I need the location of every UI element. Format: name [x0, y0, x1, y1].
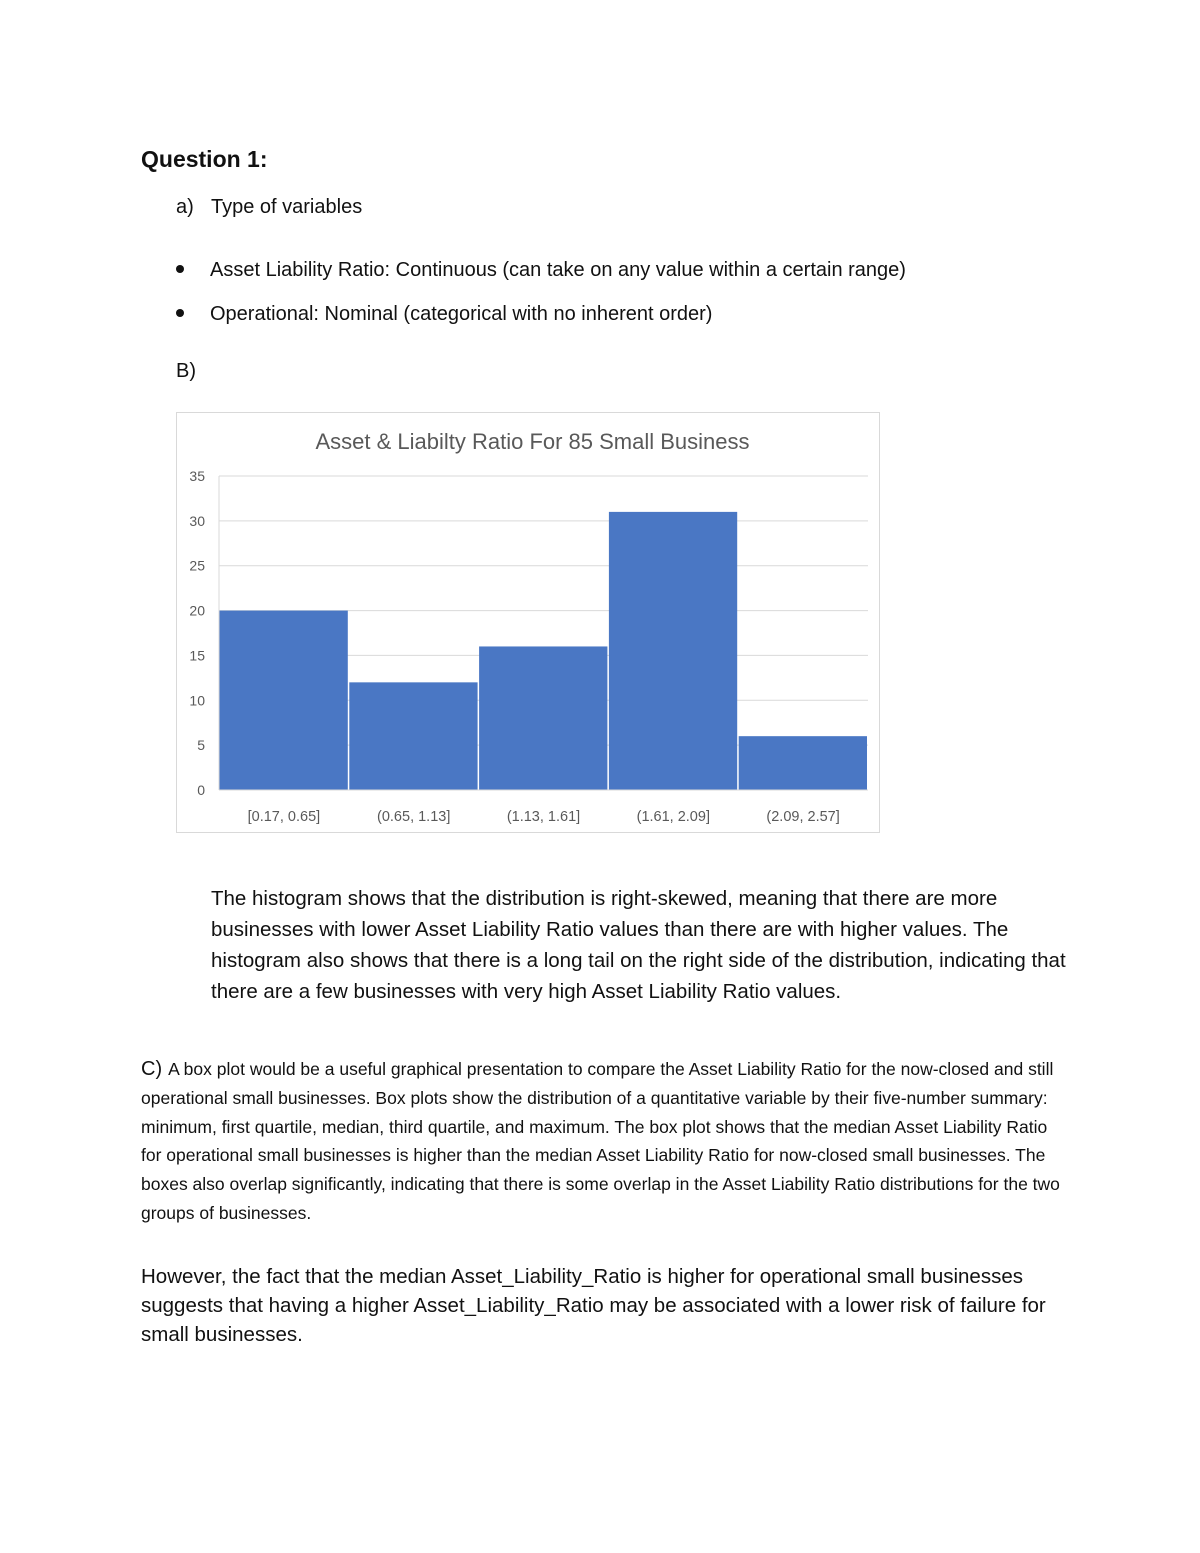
part-a-heading: [176, 196, 362, 219]
y-tick-label: 35: [189, 468, 205, 484]
histogram-description: The histogram shows that the distribution is right-skewed, meaning that there are more businesses with lower Asset Liability Ratio values than there are with higher values. The histogram also shows that there is a long tail on the right side of the distribution, indicating that there are a few businesses with very high Asset Liability Ratio values.: [211, 887, 1066, 1003]
y-tick-label: 15: [189, 647, 205, 664]
bullet-item: [176, 259, 906, 282]
x-tick-label: [0.17, 0.65]: [247, 809, 321, 825]
part-c-paragraph: [141, 1055, 1071, 1228]
part-c-text: A box plot would be a useful graphical presentation to compare the Asset Liability Ratio for the now-closed and still operational small businesses. Box plots show the distribution of a quantitative variable by their five-number summary: minimum, first quartile, median, third quartile, and maximum. The box plot shows that the median Asset Liability Ratio for operational small businesses is higher than the median Asset Liability Ratio for now-closed small businesses. The boxes also overlap significantly, indicating that there is some overlap in the Asset Liability Ratio distributions for the two groups of businesses.: [141, 1059, 1060, 1223]
conclusion-paragraph: However, the fact that the median Asset_Liability_Ratio is higher for operational small businesses suggests that having a higher Asset_Liability_Ratio may be associated with a lower risk of failure for small businesses.: [141, 1265, 1046, 1346]
part-a-label: a): [176, 196, 194, 218]
x-tick-label: (2.09, 2.57]: [766, 809, 840, 825]
histogram-svg: [177, 413, 881, 834]
chart-title: Asset & Liabilty Ratio For 85 Small Business: [315, 429, 750, 454]
bullet-dot-icon: [176, 309, 184, 317]
histogram-bar: [220, 611, 348, 790]
histogram-bar: [479, 646, 607, 790]
bullet-text: Asset Liability Ratio: Continuous (can take on any value within a certain range): [210, 259, 906, 281]
part-a-text: Type of variables: [211, 196, 363, 218]
x-tick-label: (0.65, 1.13]: [377, 809, 451, 825]
y-tick-label: 0: [197, 782, 205, 798]
bullet-text: Operational: Nominal (categorical with no inherent order): [210, 303, 713, 325]
question-title: Question 1:: [141, 146, 268, 172]
x-tick-label: (1.61, 2.09]: [636, 809, 710, 825]
histogram-chart: [176, 412, 880, 833]
y-tick-label: 20: [189, 602, 205, 619]
part-b-label: B): [176, 360, 196, 382]
bullet-item: [176, 303, 712, 326]
part-c-label: C): [141, 1058, 163, 1080]
y-tick-label: 10: [189, 692, 205, 709]
y-tick-label: 5: [197, 737, 205, 754]
y-tick-label: 30: [189, 512, 205, 529]
histogram-bar: [739, 736, 867, 790]
y-tick-label: 25: [189, 557, 205, 574]
x-tick-label: (1.13, 1.61]: [506, 809, 581, 825]
bullet-dot-icon: [176, 265, 184, 273]
histogram-bar: [349, 682, 477, 790]
histogram-bar: [609, 512, 737, 790]
